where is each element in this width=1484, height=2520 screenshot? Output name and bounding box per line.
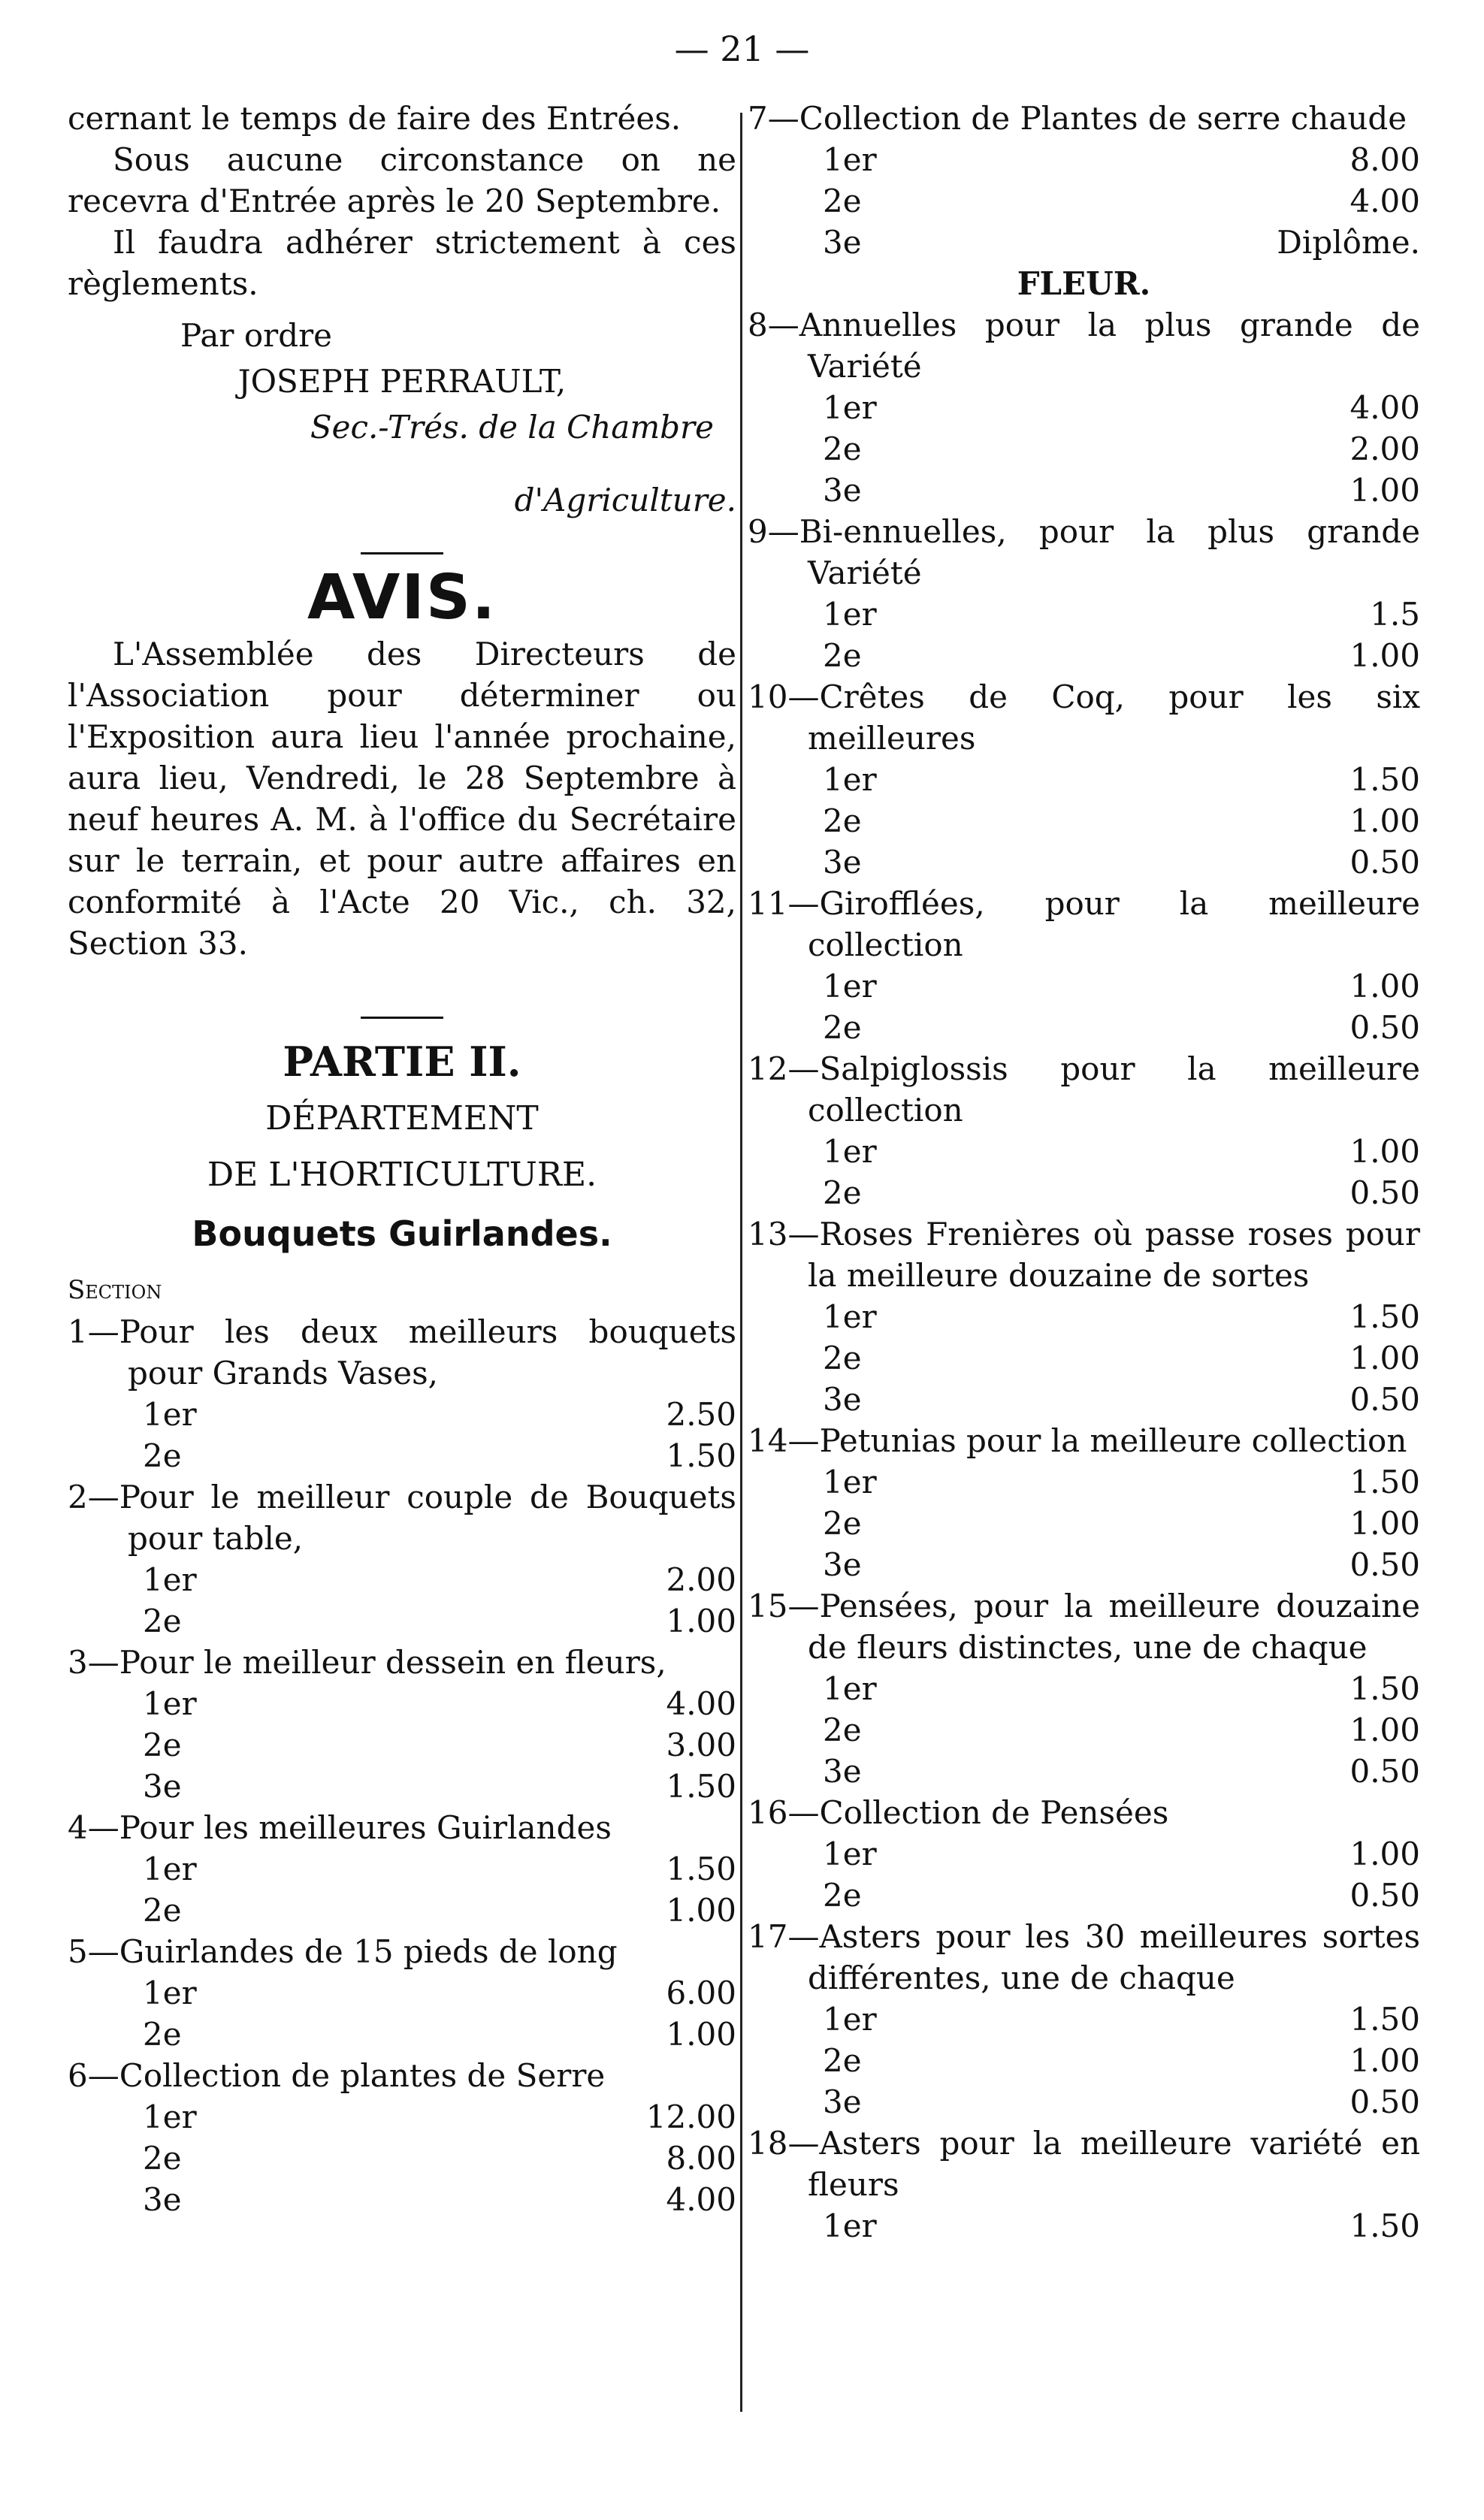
prize-amount: 0.50 bbox=[1350, 1877, 1420, 1914]
prize-entry bbox=[68, 1931, 736, 2055]
left-column bbox=[68, 98, 736, 2220]
prize-row bbox=[748, 635, 1420, 676]
prize-amount: 0.50 bbox=[1350, 1009, 1420, 1046]
prize-rank: 2e bbox=[823, 1877, 862, 1914]
entry-title: 7—Collection de Plantes de serre chaude bbox=[748, 100, 1407, 137]
prize-rank: 2e bbox=[823, 431, 862, 467]
prize-rank: 1er bbox=[823, 1298, 877, 1335]
prize-amount: 4.00 bbox=[1350, 183, 1420, 219]
prize-rank: 3e bbox=[823, 2083, 862, 2120]
entry-title: 16—Collection de Pensées bbox=[748, 1794, 1169, 1831]
prize-amount: 1.50 bbox=[666, 1768, 736, 1805]
prize-row bbox=[748, 1172, 1420, 1213]
entry-title: 10—Crêtes de Coq, pour les six meilleures bbox=[748, 678, 1420, 757]
prize-row bbox=[748, 1833, 1420, 1875]
entry-title: 12—Salpiglossis pour la meilleure collection bbox=[748, 1050, 1420, 1129]
prize-rank: 3e bbox=[823, 1381, 862, 1418]
prize-rank: 2e bbox=[823, 183, 862, 219]
prize-amount: 1.00 bbox=[666, 2016, 736, 2053]
prize-rank: 1er bbox=[823, 968, 877, 1005]
prize-entry bbox=[748, 2123, 1420, 2247]
intro-line: cernant le temps de faire des Entrées. bbox=[68, 100, 682, 137]
prize-rank: 3e bbox=[823, 472, 862, 509]
prize-amount: 12.00 bbox=[645, 2098, 736, 2135]
prize-amount: 3.00 bbox=[666, 1727, 736, 1763]
prize-row bbox=[68, 1766, 736, 1807]
prize-row bbox=[68, 1848, 736, 1890]
prize-rank: 1er bbox=[823, 2001, 877, 2038]
prize-rank: 1er bbox=[143, 1396, 197, 1433]
prize-row bbox=[748, 594, 1420, 635]
prize-amount: 6.00 bbox=[666, 1975, 736, 2011]
prize-row bbox=[748, 222, 1420, 263]
prize-row bbox=[748, 387, 1420, 428]
prize-row bbox=[748, 1709, 1420, 1751]
intro-line: Sous aucune circonstance on ne recevra d'Entrée après le 20 Septembre. bbox=[68, 141, 736, 219]
prize-row bbox=[748, 180, 1420, 222]
prize-rank: 1er bbox=[143, 1685, 197, 1722]
entry-title: 5—Guirlandes de 15 pieds de long bbox=[68, 1933, 618, 1970]
prize-row bbox=[68, 2179, 736, 2220]
prize-amount: 1.00 bbox=[666, 1603, 736, 1639]
right-column bbox=[748, 98, 1420, 2247]
prize-amount: 1.00 bbox=[1350, 1712, 1420, 1748]
prize-entry bbox=[748, 1792, 1420, 1916]
section-label: Section bbox=[68, 1275, 162, 1305]
prize-row bbox=[748, 842, 1420, 883]
prize-rank: 1er bbox=[823, 2207, 877, 2244]
prize-amount: 1.50 bbox=[1350, 761, 1420, 798]
signature-title: d'Agriculture. bbox=[514, 482, 736, 518]
prize-amount: 1.50 bbox=[666, 1851, 736, 1887]
prize-rank: 1er bbox=[823, 1836, 877, 1872]
prize-row bbox=[68, 1559, 736, 1600]
prize-entry bbox=[748, 1585, 1420, 1792]
prize-entry bbox=[748, 676, 1420, 883]
prize-amount: 1.50 bbox=[1350, 2207, 1420, 2244]
signature-name: JOSEPH PERRAULT, bbox=[237, 363, 567, 400]
prize-rank: 3e bbox=[143, 2181, 182, 2218]
entry-title: 17—Asters pour les 30 meilleures sortes différentes, une de chaque bbox=[748, 1918, 1420, 1996]
prize-amount: 8.00 bbox=[666, 2140, 736, 2177]
prize-rank: 3e bbox=[823, 1753, 862, 1790]
prize-entry bbox=[748, 98, 1420, 263]
prize-amount: 1.00 bbox=[1350, 637, 1420, 674]
prize-amount: 2.00 bbox=[1350, 431, 1420, 467]
prize-amount: 0.50 bbox=[1350, 1174, 1420, 1211]
prize-amount: 0.50 bbox=[1350, 1546, 1420, 1583]
prize-row bbox=[748, 2040, 1420, 2081]
prize-row bbox=[748, 1461, 1420, 1503]
prize-amount: 1.00 bbox=[1350, 1133, 1420, 1170]
entry-title: 18—Asters pour la meilleure variété en fleurs bbox=[748, 2125, 1420, 2203]
prize-amount: 0.50 bbox=[1350, 1753, 1420, 1790]
prize-amount: 4.00 bbox=[666, 1685, 736, 1722]
prize-row bbox=[748, 1544, 1420, 1585]
prize-amount: 1.50 bbox=[1350, 1670, 1420, 1707]
prize-amount: 1.00 bbox=[1350, 802, 1420, 839]
signature-title: Sec.-Trés. de la Chambre bbox=[310, 409, 714, 446]
prize-row bbox=[68, 2138, 736, 2179]
prize-row bbox=[748, 1296, 1420, 1337]
prize-rank: 1er bbox=[823, 596, 877, 633]
prize-amount: 0.50 bbox=[1350, 844, 1420, 881]
prize-row bbox=[748, 1875, 1420, 1916]
prize-rank: 1er bbox=[823, 389, 877, 426]
prize-row bbox=[748, 2081, 1420, 2123]
prize-row bbox=[748, 470, 1420, 511]
prize-row bbox=[748, 1007, 1420, 1048]
prize-amount: 1.00 bbox=[1350, 472, 1420, 509]
entry-title: 2—Pour le meilleur couple de Bouquets pour table, bbox=[68, 1479, 736, 1557]
prize-rank: 2e bbox=[823, 1340, 862, 1376]
prize-amount: 1.00 bbox=[1350, 1836, 1420, 1872]
prize-rank: 2e bbox=[823, 637, 862, 674]
prize-rank: 1er bbox=[823, 761, 877, 798]
avis-text: L'Assemblée des Directeurs de l'Association pour déterminer ou l'Exposition aura lieu l'année prochaine, aura lieu, Vendredi, le 28 Septembre à neuf heures A. M. à l'office du Secrétaire sur le terrain, et pour autre affaires en conformité à l'Acte 20 Vic., ch. 32, Section 33. bbox=[68, 636, 736, 962]
prize-rank: 1er bbox=[823, 141, 877, 178]
prize-rank: 2e bbox=[143, 2140, 182, 2177]
prize-entry bbox=[748, 1916, 1420, 2123]
prize-row bbox=[748, 139, 1420, 180]
prize-entry bbox=[748, 1048, 1420, 1213]
prize-entry bbox=[748, 1213, 1420, 1420]
entry-title: 8—Annuelles pour la plus grande de Variété bbox=[748, 307, 1420, 385]
separator bbox=[361, 1017, 443, 1019]
prize-row bbox=[748, 1668, 1420, 1709]
prize-row bbox=[748, 1751, 1420, 1792]
prize-entry bbox=[748, 883, 1420, 1048]
prize-row bbox=[68, 1890, 736, 1931]
department-line: DÉPARTEMENT bbox=[265, 1099, 539, 1138]
entry-title: 11—Girofflées, pour la meilleure collection bbox=[748, 885, 1420, 963]
prize-row bbox=[748, 800, 1420, 842]
prize-rank: 2e bbox=[823, 1505, 862, 1542]
right-entries-list bbox=[748, 304, 1420, 2247]
entry-title: 15—Pensées, pour la meilleure douzaine de fleurs distinctes, une de chaque bbox=[748, 1588, 1420, 1666]
prize-rank: 2e bbox=[143, 1603, 182, 1639]
prize-rank: 1er bbox=[823, 1670, 877, 1707]
prize-row bbox=[68, 1600, 736, 1642]
prize-rank: 2e bbox=[143, 2016, 182, 2053]
prize-row bbox=[748, 965, 1420, 1007]
left-entries-list bbox=[68, 1311, 736, 2220]
prize-row bbox=[68, 1683, 736, 1724]
prize-rank: 2e bbox=[143, 1727, 182, 1763]
intro-line: Il faudra adhérer strictement à ces règlements. bbox=[68, 224, 736, 302]
partie-title: PARTIE II. bbox=[283, 1038, 521, 1086]
prize-entry bbox=[68, 1807, 736, 1931]
prize-amount: 2.00 bbox=[666, 1561, 736, 1598]
entry-title: 3—Pour le meilleur dessein en fleurs, bbox=[68, 1644, 666, 1681]
prize-row bbox=[68, 1394, 736, 1435]
prize-row bbox=[748, 1379, 1420, 1420]
prize-amount: 8.00 bbox=[1350, 141, 1420, 178]
entry-title: 4—Pour les meilleures Guirlandes bbox=[68, 1809, 612, 1846]
entry-title: 6—Collection de plantes de Serre bbox=[68, 2057, 606, 2094]
prize-row bbox=[68, 1435, 736, 1476]
prize-rank: 3e bbox=[823, 844, 862, 881]
section-subheading: Bouquets Guirlandes. bbox=[192, 1213, 612, 1254]
prize-rank: 1er bbox=[823, 1464, 877, 1500]
prize-amount: 1.50 bbox=[1350, 1464, 1420, 1500]
prize-entry bbox=[748, 511, 1420, 676]
entry-title: 14—Petunias pour la meilleure collection bbox=[748, 1422, 1407, 1459]
prize-amount: 1.00 bbox=[1350, 2042, 1420, 2079]
prize-amount: 4.00 bbox=[666, 2181, 736, 2218]
right-entries-before-list bbox=[748, 98, 1420, 263]
prize-rank: 2e bbox=[823, 2042, 862, 2079]
prize-rank: 3e bbox=[143, 1768, 182, 1805]
prize-amount: 1.00 bbox=[1350, 968, 1420, 1005]
prize-row bbox=[748, 1131, 1420, 1172]
prize-row bbox=[68, 2014, 736, 2055]
prize-row bbox=[748, 2205, 1420, 2247]
prize-amount: 4.00 bbox=[1350, 389, 1420, 426]
prize-entry bbox=[68, 1311, 736, 1476]
prize-rank: 2e bbox=[823, 1009, 862, 1046]
prize-amount: 0.50 bbox=[1350, 2083, 1420, 2120]
prize-row bbox=[748, 1503, 1420, 1544]
department-line: DE L'HORTICULTURE. bbox=[207, 1156, 597, 1194]
entry-title: 1—Pour les deux meilleurs bouquets pour Grands Vases, bbox=[68, 1313, 736, 1391]
prize-amount: 0.50 bbox=[1350, 1381, 1420, 1418]
prize-row bbox=[68, 1724, 736, 1766]
prize-amount: 1.00 bbox=[1350, 1505, 1420, 1542]
by-order: Par ordre bbox=[180, 317, 333, 354]
entry-title: 9—Bi-ennuelles, pour la plus grande Variété bbox=[748, 513, 1420, 591]
prize-entry bbox=[68, 1476, 736, 1642]
prize-entry bbox=[68, 1642, 736, 1807]
prize-amount: 1.5 bbox=[1370, 596, 1420, 633]
prize-amount: 1.00 bbox=[1350, 1340, 1420, 1376]
prize-amount: 1.00 bbox=[666, 1892, 736, 1929]
prize-rank: 3e bbox=[823, 224, 862, 261]
column-divider bbox=[740, 113, 742, 2412]
prize-row bbox=[748, 1999, 1420, 2040]
entry-title: 13—Roses Frenières où passe roses pour la meilleure douzaine de sortes bbox=[748, 1216, 1420, 1294]
page-number: — 21 — bbox=[674, 29, 810, 69]
prize-rank: 1er bbox=[823, 1133, 877, 1170]
prize-entry bbox=[748, 304, 1420, 511]
prize-amount: Diplôme. bbox=[1277, 224, 1420, 261]
prize-rank: 2e bbox=[143, 1892, 182, 1929]
prize-amount: 1.50 bbox=[1350, 1298, 1420, 1335]
prize-rank: 2e bbox=[823, 1712, 862, 1748]
prize-row bbox=[68, 2096, 736, 2138]
prize-rank: 1er bbox=[143, 1561, 197, 1598]
separator bbox=[361, 552, 443, 554]
prize-rank: 3e bbox=[823, 1546, 862, 1583]
prize-rank: 2e bbox=[823, 1174, 862, 1211]
prize-amount: 1.50 bbox=[666, 1437, 736, 1474]
fleur-heading: FLEUR. bbox=[1017, 265, 1151, 302]
prize-row bbox=[748, 1337, 1420, 1379]
prize-rank: 2e bbox=[823, 802, 862, 839]
prize-amount: 1.50 bbox=[1350, 2001, 1420, 2038]
prize-rank: 1er bbox=[143, 1851, 197, 1887]
prize-rank: 1er bbox=[143, 2098, 197, 2135]
prize-row bbox=[68, 1972, 736, 2014]
prize-rank: 2e bbox=[143, 1437, 182, 1474]
prize-entry bbox=[748, 1420, 1420, 1585]
avis-title: AVIS. bbox=[307, 562, 497, 633]
prize-rank: 1er bbox=[143, 1975, 197, 2011]
prize-row bbox=[748, 428, 1420, 470]
prize-amount: 2.50 bbox=[666, 1396, 736, 1433]
prize-row bbox=[748, 759, 1420, 800]
prize-entry bbox=[68, 2055, 736, 2220]
